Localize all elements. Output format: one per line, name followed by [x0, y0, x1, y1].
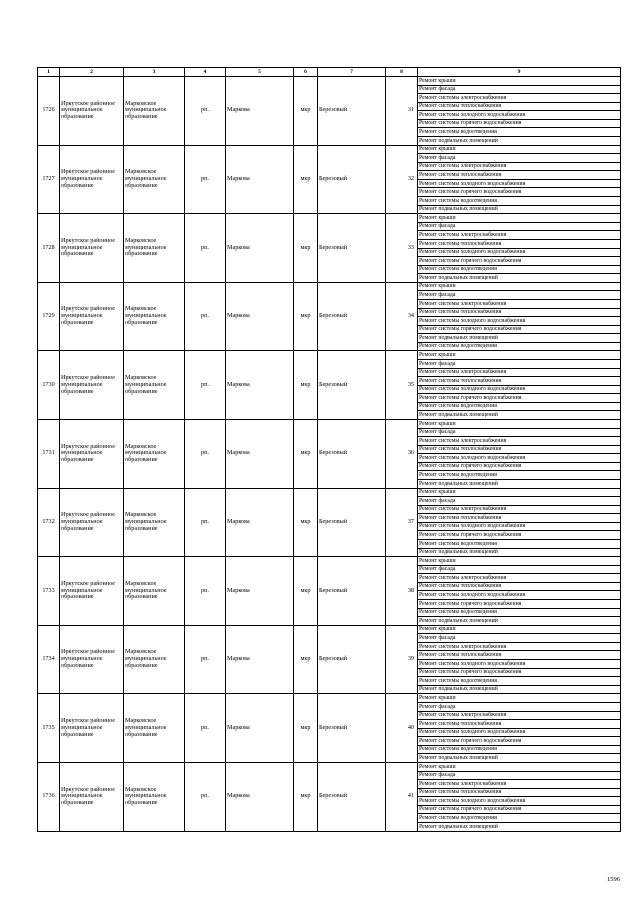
settlement-cell: Маркова: [226, 762, 294, 831]
table-row: [38, 282, 621, 351]
work-item: Ремонт крыши: [418, 694, 620, 703]
works-list: [418, 763, 620, 831]
district-cell: Иркутское районное муниципальное образование: [60, 419, 124, 488]
work-item: Ремонт системы электроснабжения: [418, 300, 620, 309]
work-item: Ремонт системы теплоснабжения: [418, 651, 620, 660]
district-cell: Иркутское районное муниципальное образование: [60, 488, 124, 557]
municipality-cell: Марковское муниципальное образование: [124, 488, 185, 557]
table-body: [38, 77, 621, 832]
col-header: 9: [418, 68, 621, 77]
settlement-type-cell: рп.: [185, 762, 226, 831]
col-header: 1: [38, 68, 60, 77]
table-row: [38, 419, 621, 488]
street-type-cell: мкр: [294, 214, 318, 283]
settlement-type-cell: рп.: [185, 145, 226, 214]
work-item: Ремонт системы электроснабжения: [418, 643, 620, 652]
work-item: Ремонт системы горячего водоснабжения: [418, 120, 620, 129]
settlement-cell: Маркова: [226, 145, 294, 214]
street-cell: Березовый: [318, 419, 386, 488]
house-number-cell: 37: [386, 488, 418, 557]
work-item: Ремонт системы водоотведения: [418, 540, 620, 549]
work-item: Ремонт крыши: [418, 351, 620, 360]
work-item: Ремонт системы электроснабжения: [418, 231, 620, 240]
street-type-cell: мкр: [294, 282, 318, 351]
table-row: [38, 762, 621, 831]
settlement-cell: Маркова: [226, 625, 294, 694]
street-cell: Березовый: [318, 762, 386, 831]
settlement-cell: Маркова: [226, 419, 294, 488]
street-cell: Березовый: [318, 282, 386, 351]
table-row: [38, 488, 621, 557]
works-list: [418, 626, 620, 694]
municipality-cell: Марковское муниципальное образование: [124, 351, 185, 420]
work-item: Ремонт системы электроснабжения: [418, 574, 620, 583]
municipality-cell: Марковское муниципальное образование: [124, 625, 185, 694]
work-item: Ремонт системы холодного водоснабжения: [418, 729, 620, 738]
col-header: 2: [60, 68, 124, 77]
street-cell: Березовый: [318, 145, 386, 214]
record-number: 1736: [38, 762, 60, 831]
work-item: Ремонт фасада: [418, 86, 620, 95]
settlement-type-cell: рп.: [185, 694, 226, 763]
work-item: Ремонт системы горячего водоснабжения: [418, 188, 620, 197]
works-cell: [418, 625, 621, 694]
col-header: 4: [185, 68, 226, 77]
street-type-cell: мкр: [294, 488, 318, 557]
table-row: [38, 351, 621, 420]
works-list: [418, 214, 620, 282]
col-header: 8: [386, 68, 418, 77]
work-item: Ремонт системы холодного водоснабжения: [418, 797, 620, 806]
table-row: [38, 694, 621, 763]
municipality-cell: Марковское муниципальное образование: [124, 214, 185, 283]
municipality-cell: Марковское муниципальное образование: [124, 419, 185, 488]
record-number: 1730: [38, 351, 60, 420]
settlement-cell: Маркова: [226, 77, 294, 146]
street-cell: Березовый: [318, 77, 386, 146]
record-number: 1731: [38, 419, 60, 488]
street-type-cell: мкр: [294, 77, 318, 146]
work-item: Ремонт подвальных помещений: [419, 754, 498, 761]
settlement-type-cell: рп.: [185, 214, 226, 283]
work-item: Ремонт системы холодного водоснабжения: [418, 591, 620, 600]
work-item: Ремонт системы водоотведения: [419, 343, 497, 350]
district-cell: Иркутское районное муниципальное образование: [60, 557, 124, 626]
district-cell: Иркутское районное муниципальное образование: [60, 282, 124, 351]
work-item: Ремонт системы электроснабжения: [418, 94, 620, 103]
work-item: Ремонт фасада: [418, 291, 620, 300]
col-header: 3: [124, 68, 185, 77]
street-cell: Березовый: [318, 694, 386, 763]
work-item: Ремонт фасада: [418, 772, 620, 781]
works-list: [418, 694, 620, 762]
work-item: Ремонт системы горячего водоснабжения: [418, 463, 620, 472]
house-number-cell: 34: [386, 282, 418, 351]
street-type-cell: мкр: [294, 762, 318, 831]
work-item: Ремонт крыши: [418, 489, 620, 498]
house-number-cell: 35: [386, 351, 418, 420]
works-list: [418, 146, 620, 214]
house-number-cell: 40: [386, 694, 418, 763]
settlement-type-cell: рп.: [185, 488, 226, 557]
street-cell: Березовый: [318, 488, 386, 557]
work-item: Ремонт системы электроснабжения: [418, 506, 620, 515]
work-item: Ремонт системы теплоснабжения: [418, 377, 620, 386]
work-item: Ремонт подвальных помещений: [419, 686, 498, 693]
work-item: Ремонт подвальных помещений: [419, 549, 498, 556]
work-item: Ремонт фасада: [418, 223, 620, 232]
work-item: Ремонт крыши: [418, 763, 620, 772]
works-cell: [418, 762, 621, 831]
works-cell: [418, 351, 621, 420]
street-cell: Березовый: [318, 625, 386, 694]
record-number: 1727: [38, 145, 60, 214]
settlement-cell: Маркова: [226, 351, 294, 420]
work-item: Ремонт системы водоотведения: [418, 746, 620, 755]
work-item: Ремонт фасада: [418, 634, 620, 643]
works-cell: [418, 694, 621, 763]
works-cell: [418, 77, 621, 146]
street-type-cell: мкр: [294, 351, 318, 420]
settlement-cell: Маркова: [226, 694, 294, 763]
work-item: Ремонт системы теплоснабжения: [418, 309, 620, 318]
work-item: Ремонт подвальных помещений: [419, 617, 498, 624]
settlement-type-cell: рп.: [185, 625, 226, 694]
work-item: Ремонт крыши: [418, 420, 620, 429]
work-item: Ремонт фасада: [418, 566, 620, 575]
house-number-cell: 38: [386, 557, 418, 626]
house-number-cell: 33: [386, 214, 418, 283]
works-list: [418, 351, 620, 419]
work-item: Ремонт системы горячего водоснабжения: [418, 806, 620, 815]
work-item: Ремонт крыши: [418, 77, 620, 86]
work-item: Ремонт системы теплоснабжения: [418, 583, 620, 592]
work-item: Ремонт подвальных помещений: [419, 206, 498, 213]
house-number-cell: 32: [386, 145, 418, 214]
works-list: [418, 420, 620, 488]
work-item: Ремонт крыши: [418, 146, 620, 155]
works-list: [418, 489, 620, 557]
table-row: [38, 625, 621, 694]
work-item: Ремонт системы водоотведения: [418, 471, 620, 480]
works-list: [418, 77, 620, 145]
work-item: Ремонт фасада: [418, 703, 620, 712]
table-row: [38, 557, 621, 626]
work-item: Ремонт системы холодного водоснабжения: [418, 249, 620, 258]
table-row: [38, 145, 621, 214]
work-item: Ремонт системы горячего водоснабжения: [418, 737, 620, 746]
record-number: 1732: [38, 488, 60, 557]
work-item: Ремонт системы холодного водоснабжения: [418, 454, 620, 463]
settlement-type-cell: рп.: [185, 419, 226, 488]
works-cell: [418, 488, 621, 557]
municipality-cell: Марковское муниципальное образование: [124, 762, 185, 831]
works-table: [37, 67, 621, 832]
work-item: Ремонт системы водоотведения: [418, 128, 620, 137]
street-type-cell: мкр: [294, 625, 318, 694]
settlement-cell: Маркова: [226, 282, 294, 351]
table-row: [38, 77, 621, 146]
work-item: Ремонт подвальных помещений: [419, 823, 498, 830]
district-cell: Иркутское районное муниципальное образование: [60, 145, 124, 214]
work-item: Ремонт системы теплоснабжения: [418, 103, 620, 112]
work-item: Ремонт системы электроснабжения: [418, 437, 620, 446]
street-cell: Березовый: [318, 214, 386, 283]
works-list: [418, 283, 620, 351]
works-cell: [418, 214, 621, 283]
header-row: [38, 68, 621, 77]
work-item: Ремонт фасада: [418, 154, 620, 163]
municipality-cell: Марковское муниципальное образование: [124, 694, 185, 763]
house-number-cell: 41: [386, 762, 418, 831]
record-number: 1728: [38, 214, 60, 283]
work-item: Ремонт крыши: [418, 214, 620, 223]
page-number: 1596: [607, 876, 620, 883]
col-header: 5: [226, 68, 294, 77]
street-cell: Березовый: [318, 351, 386, 420]
street-type-cell: мкр: [294, 419, 318, 488]
work-item: Ремонт системы теплоснабжения: [418, 240, 620, 249]
work-item: Ремонт системы холодного водоснабжения: [418, 523, 620, 532]
work-item: Ремонт системы холодного водоснабжения: [418, 111, 620, 120]
work-item: Ремонт системы электроснабжения: [418, 369, 620, 378]
settlement-type-cell: рп.: [185, 282, 226, 351]
work-item: Ремонт системы теплоснабжения: [418, 171, 620, 180]
district-cell: Иркутское районное муниципальное образование: [60, 625, 124, 694]
works-cell: [418, 419, 621, 488]
work-item: Ремонт системы холодного водоснабжения: [418, 317, 620, 326]
street-type-cell: мкр: [294, 145, 318, 214]
works-cell: [418, 282, 621, 351]
work-item: Ремонт системы горячего водоснабжения: [418, 531, 620, 540]
col-header: 7: [318, 68, 386, 77]
settlement-type-cell: рп.: [185, 557, 226, 626]
work-item: Ремонт системы водоотведения: [418, 814, 620, 823]
work-item: Ремонт фасада: [418, 497, 620, 506]
work-item: Ремонт системы горячего водоснабжения: [418, 669, 620, 678]
settlement-type-cell: рп.: [185, 351, 226, 420]
house-number-cell: 39: [386, 625, 418, 694]
work-item: Ремонт крыши: [418, 283, 620, 292]
work-item: Ремонт системы горячего водоснабжения: [418, 600, 620, 609]
col-header: 6: [294, 68, 318, 77]
work-item: Ремонт системы водоотведения: [418, 266, 620, 275]
work-item: Ремонт подвальных помещений: [418, 334, 620, 343]
work-item: Ремонт системы теплоснабжения: [418, 446, 620, 455]
work-item: Ремонт системы горячего водоснабжения: [418, 257, 620, 266]
municipality-cell: Марковское муниципальное образование: [124, 145, 185, 214]
works-cell: [418, 145, 621, 214]
record-number: 1734: [38, 625, 60, 694]
record-number: 1733: [38, 557, 60, 626]
work-item: Ремонт системы электроснабжения: [418, 712, 620, 721]
work-item: Ремонт системы холодного водоснабжения: [418, 180, 620, 189]
municipality-cell: Марковское муниципальное образование: [124, 557, 185, 626]
table-row: [38, 214, 621, 283]
house-number-cell: 36: [386, 419, 418, 488]
district-cell: Иркутское районное муниципальное образование: [60, 77, 124, 146]
record-number: 1735: [38, 694, 60, 763]
work-item: Ремонт системы теплоснабжения: [418, 789, 620, 798]
settlement-cell: Маркова: [226, 488, 294, 557]
street-cell: Березовый: [318, 557, 386, 626]
record-number: 1729: [38, 282, 60, 351]
work-item: Ремонт системы водоотведения: [418, 609, 620, 618]
work-item: Ремонт системы водоотведения: [418, 197, 620, 206]
work-item: Ремонт системы теплоснабжения: [418, 720, 620, 729]
street-type-cell: мкр: [294, 557, 318, 626]
work-item: Ремонт фасада: [418, 429, 620, 438]
municipality-cell: Марковское муниципальное образование: [124, 282, 185, 351]
district-cell: Иркутское районное муниципальное образование: [60, 351, 124, 420]
work-item: Ремонт системы холодного водоснабжения: [418, 660, 620, 669]
work-item: Ремонт фасада: [418, 360, 620, 369]
works-cell: [418, 557, 621, 626]
work-item: Ремонт подвальных помещений: [419, 274, 498, 281]
work-item: Ремонт подвальных помещений: [419, 412, 498, 419]
work-item: Ремонт системы холодного водоснабжения: [418, 386, 620, 395]
record-number: 1726: [38, 77, 60, 146]
work-item: Ремонт системы электроснабжения: [418, 163, 620, 172]
district-cell: Иркутское районное муниципальное образование: [60, 214, 124, 283]
work-item: Ремонт системы горячего водоснабжения: [418, 394, 620, 403]
work-item: Ремонт крыши: [418, 557, 620, 566]
street-type-cell: мкр: [294, 694, 318, 763]
works-list: [418, 557, 620, 625]
work-item: Ремонт системы водоотведения: [418, 677, 620, 686]
settlement-cell: Маркова: [226, 214, 294, 283]
work-item: Ремонт системы горячего водоснабжения: [418, 326, 620, 335]
work-item: Ремонт системы теплоснабжения: [418, 514, 620, 523]
work-item: Ремонт крыши: [418, 626, 620, 635]
work-item: Ремонт подвальных помещений: [419, 137, 498, 144]
house-number-cell: 31: [386, 77, 418, 146]
district-cell: Иркутское районное муниципальное образование: [60, 762, 124, 831]
work-item: Ремонт системы электроснабжения: [418, 780, 620, 789]
district-cell: Иркутское районное муниципальное образование: [60, 694, 124, 763]
settlement-cell: Маркова: [226, 557, 294, 626]
settlement-type-cell: рп.: [185, 77, 226, 146]
work-item: Ремонт подвальных помещений: [419, 480, 498, 487]
work-item: Ремонт системы водоотведения: [418, 403, 620, 412]
municipality-cell: Марковское муниципальное образование: [124, 77, 185, 146]
